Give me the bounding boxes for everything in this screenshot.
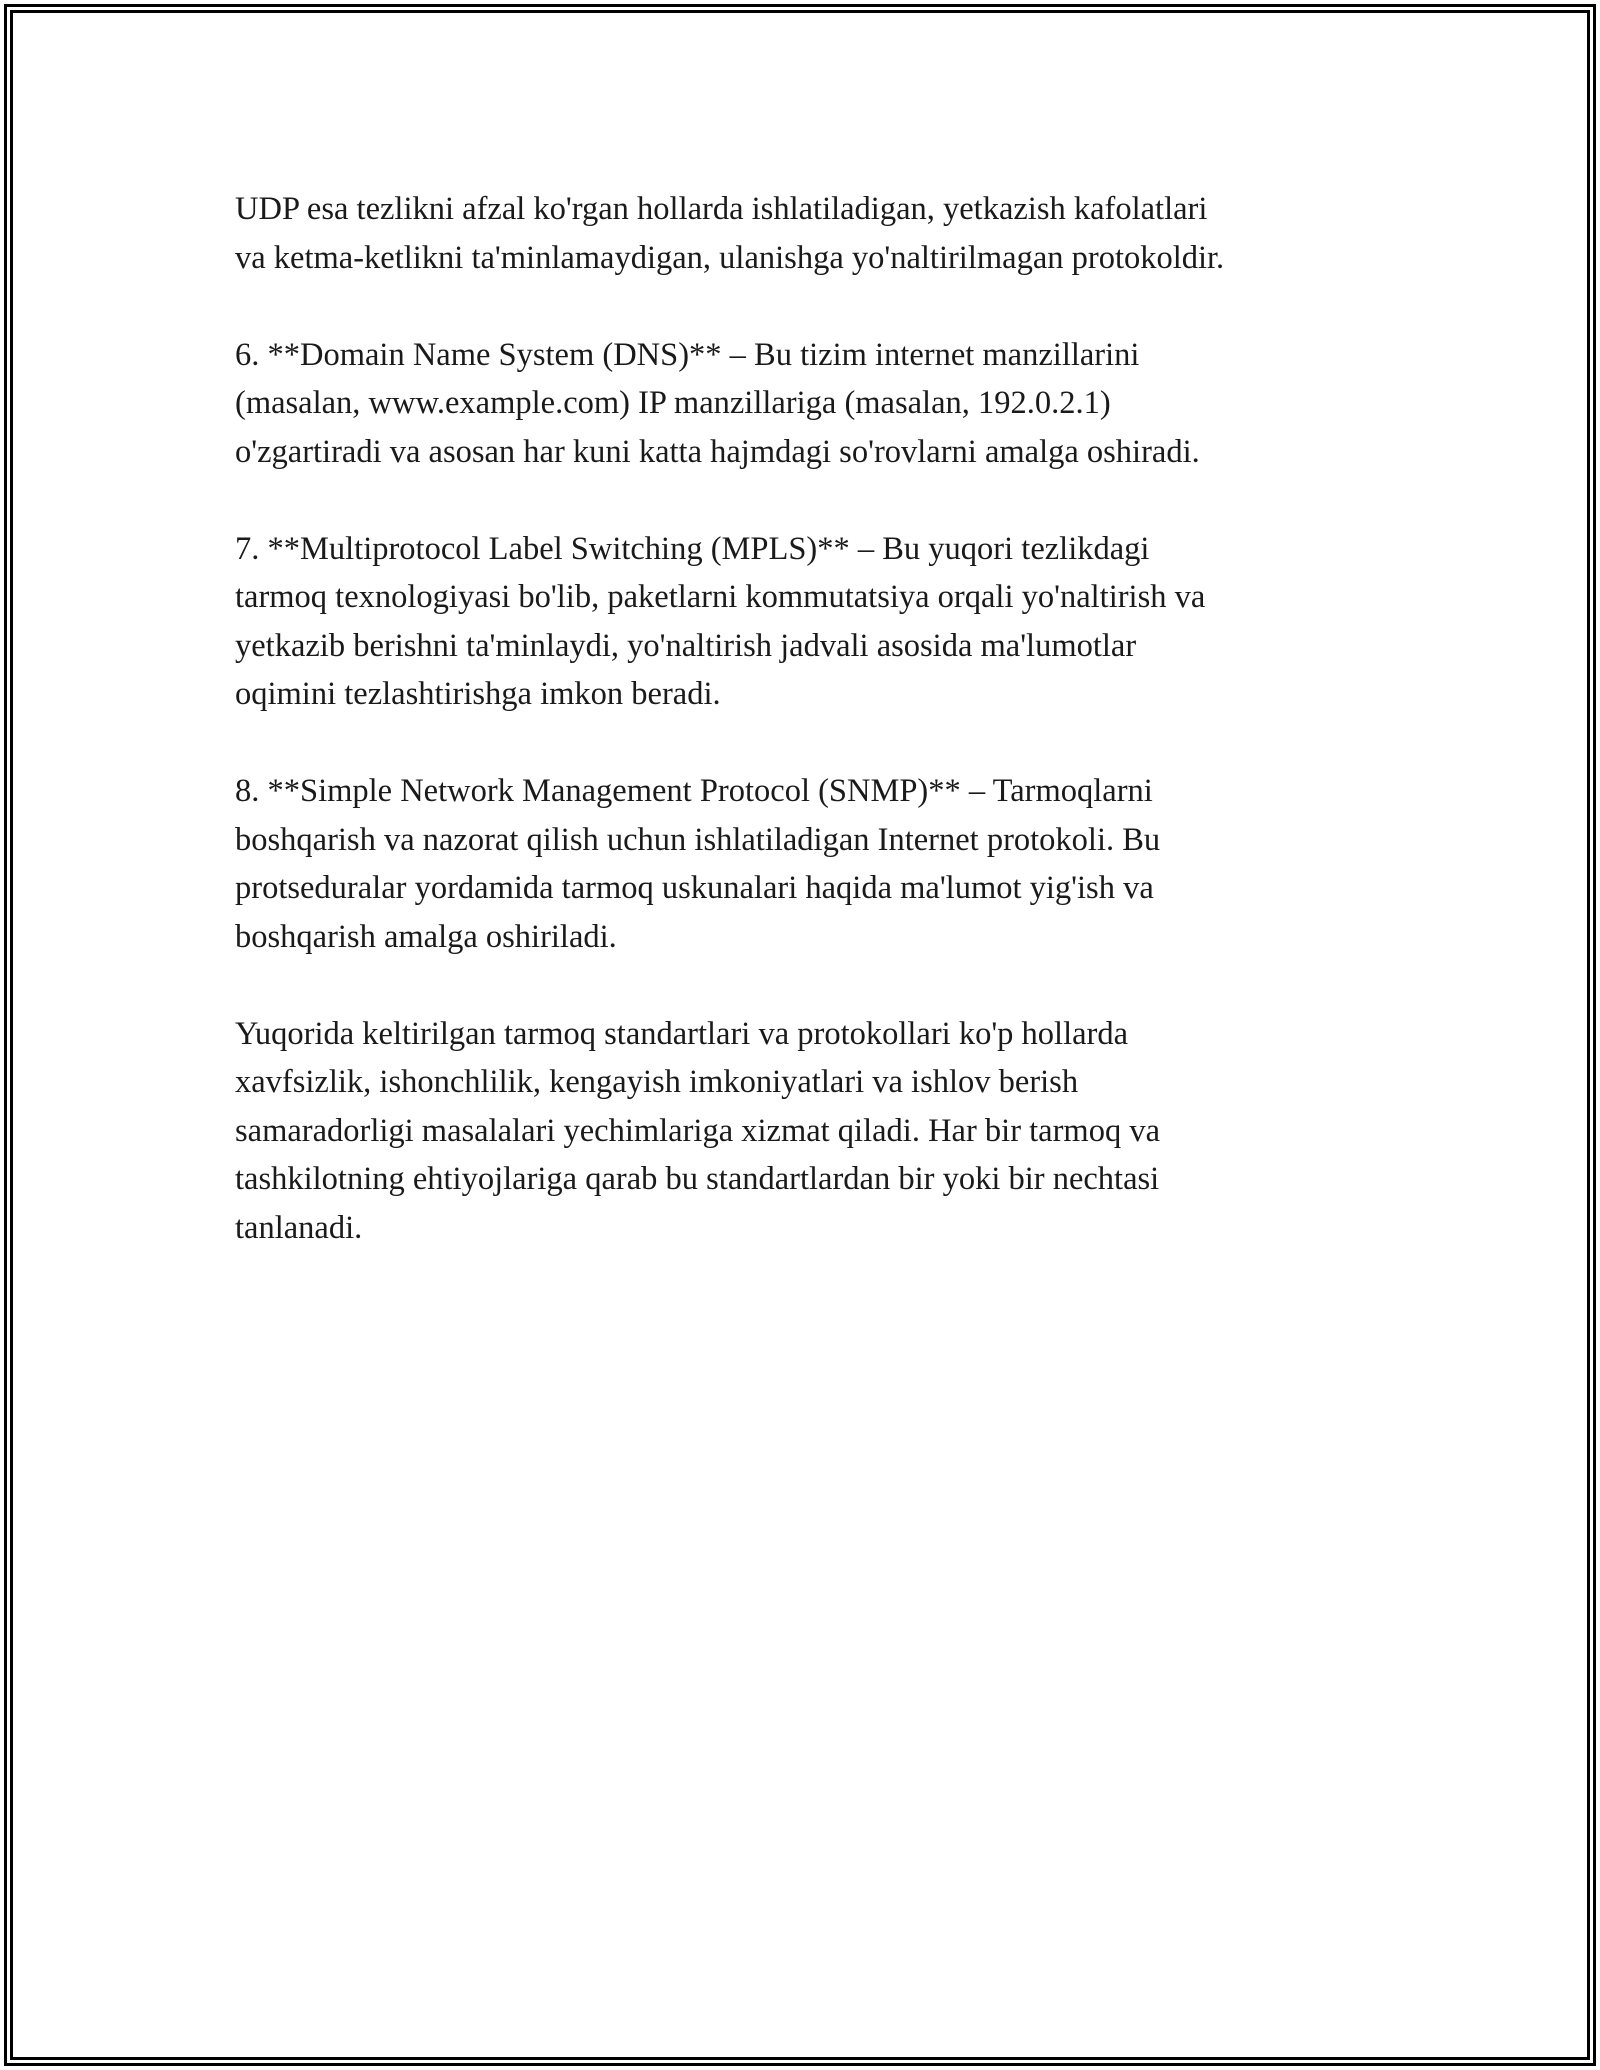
paragraph-mpls bbox=[235, 525, 1395, 719]
text-line: protseduralar yordamida tarmoq uskunalari haqida ma'lumot yig'ish va bbox=[235, 870, 1154, 906]
paragraph-snmp bbox=[235, 767, 1395, 961]
paragraph-conclusion bbox=[235, 1010, 1395, 1253]
text-line: Yuqorida keltirilgan tarmoq standartlari va protokollari ko'p hollarda bbox=[235, 1015, 1129, 1052]
text-line: xavfsizlik, ishonchlilik, kengayish imkoniyatlari va ishlov berish bbox=[235, 1064, 1079, 1100]
text-line: (masalan, www.example.com) IP manzillariga (masalan, 192.0.2.1) bbox=[235, 385, 1111, 421]
text-line: tashkilotning ehtiyojlariga qarab bu standartlardan bir yoki bir nechtasi bbox=[235, 1161, 1160, 1197]
text-line: va ketma-ketlikni ta'minlamaydigan, ulanishga yo'naltirilmagan protokoldir. bbox=[235, 239, 1225, 276]
text-line: 7. **Multiprotocol Label Switching (MPLS)** – Bu yuqori tezlikdagi bbox=[235, 530, 1150, 567]
text-line: boshqarish va nazorat qilish uchun ishlatiladigan Internet protokoli. Bu bbox=[235, 821, 1161, 858]
document-body bbox=[235, 185, 1395, 1301]
text-line: o'zgartiradi va asosan har kuni katta hajmdagi so'rovlarni amalga oshiradi. bbox=[235, 433, 1200, 470]
paragraph-udp bbox=[235, 185, 1395, 282]
text-line: 8. **Simple Network Management Protocol (SNMP)** – Tarmoqlarni bbox=[235, 773, 1153, 809]
text-line: oqimini tezlashtirishga imkon beradi. bbox=[235, 676, 721, 712]
text-line: tanlanadi. bbox=[235, 1209, 363, 1246]
text-line: 6. **Domain Name System (DNS)** – Bu tizim internet manzillarini bbox=[235, 336, 1140, 373]
text-line: yetkazib berishni ta'minlaydi, yo'naltirish jadvali asosida ma'lumotlar bbox=[235, 627, 1137, 664]
text-line: boshqarish amalga oshiriladi. bbox=[235, 918, 617, 955]
paragraph-dns bbox=[235, 331, 1395, 477]
text-line: UDP esa tezlikni afzal ko'rgan hollarda ishlatiladigan, yetkazish kafolatlari bbox=[235, 191, 1208, 227]
text-line: samaradorligi masalalari yechimlariga xizmat qiladi. Har bir tarmoq va bbox=[235, 1112, 1160, 1149]
text-line: tarmoq texnologiyasi bo'lib, paketlarni kommutatsiya orqali yo'naltirish va bbox=[235, 579, 1206, 615]
